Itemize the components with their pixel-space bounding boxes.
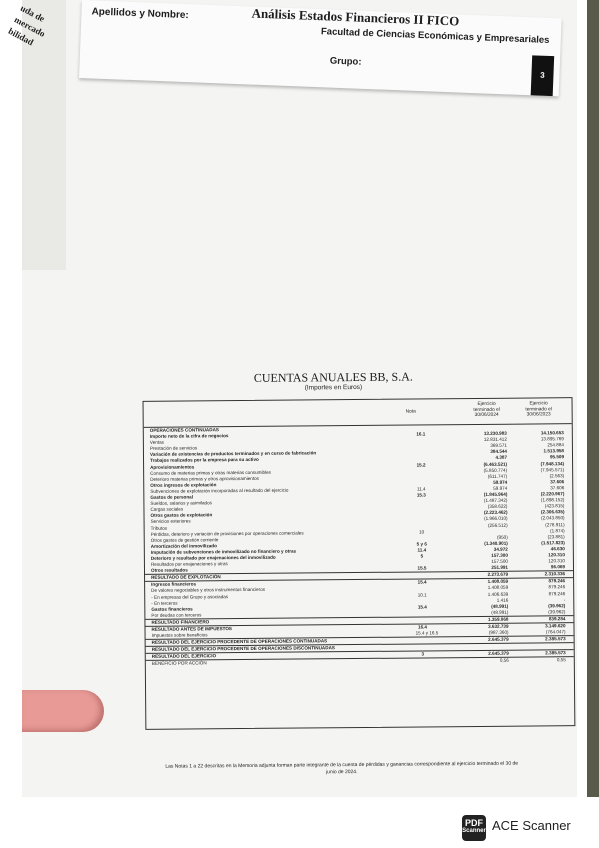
row-previous-value: 37.606 — [550, 479, 565, 485]
row-label: Deterioro y resultado por enajenaciones del inmovilizado — [150, 554, 276, 561]
row-label: Servicios exteriores — [150, 518, 191, 525]
report-title: CUENTAS ANUALES BB, S.A. — [253, 369, 413, 385]
row-label: - En terceros — [151, 600, 178, 606]
report-subtitle: (Importes en Euros) — [304, 383, 363, 392]
row-current-value: 4.387 — [495, 455, 508, 461]
row-previous-value: 2.385.573 — [545, 650, 566, 656]
col-note-header: Nota — [405, 409, 416, 415]
row-current-value: (987.360) — [488, 629, 509, 635]
row-label: Amortización del inmovilizado — [150, 543, 217, 549]
row-label: De valores negociables y otros instrumentos financieros — [151, 587, 266, 594]
row-note: 15.4 y 16.5 — [415, 630, 439, 636]
row-label: Subvenciones de explotación incorporadas al resultado del ejercicio — [150, 487, 289, 494]
row-previous-value: (7.945.571) — [540, 466, 565, 473]
row-previous-value: 2.385.573 — [545, 636, 566, 642]
row-current-value: (48.991) — [491, 609, 509, 615]
row-current-value — [449, 425, 507, 426]
row-note: 5 — [420, 553, 424, 559]
row-previous-value: (423.815) — [544, 503, 565, 509]
col-previous-header: Ejercicio terminado el 30/06/2023 — [525, 401, 552, 418]
row-previous-value: (278.911) — [545, 521, 565, 527]
row-note: 15.4 — [417, 604, 427, 610]
row-label: Gastos de personal — [150, 494, 194, 500]
row-current-value: (1.340.901) — [484, 540, 508, 546]
row-previous-value: 13.895.769 — [540, 436, 564, 442]
row-previous-value: (1.517.823) — [541, 539, 565, 546]
row-current-value: (950) — [496, 534, 508, 540]
row-current-value: (2.223.462) — [483, 510, 508, 516]
row-current-value: 384.544 — [490, 449, 507, 455]
row-label: Aprovisionamientos — [150, 464, 195, 470]
row-previous-value: 1.513.958 — [543, 448, 564, 454]
row-label: Importe neto de la cifra de negocios — [149, 433, 229, 439]
row-current-value: 369.571 — [490, 442, 507, 449]
table-header — [144, 398, 572, 428]
row-label: RESULTADO DEL EJERCICIO PROCEDENTE DE OPERACIONES DISCONTINUADAS — [151, 645, 335, 653]
row-label: Ventas — [149, 439, 164, 446]
col-current-header: Ejercicio terminado el 30/06/2024 — [473, 401, 500, 418]
row-previous-value: 254.884 — [547, 442, 564, 448]
row-current-value: 3.632.739 — [488, 623, 509, 629]
row-label: Sueldos, salarios y asimilados — [150, 500, 212, 506]
row-current-value: 2.273.679 — [487, 571, 509, 578]
row-current-value: (358.622) — [487, 503, 508, 510]
row-current-value: 12.831.412 — [483, 436, 507, 443]
row-previous-value: 96.069 — [550, 564, 566, 570]
row-label: RESULTADO DEL EJERCICIO — [151, 653, 217, 660]
left-page-edge — [6, 0, 66, 270]
badge-top: PDF — [465, 818, 483, 828]
row-label: RESULTADO ANTES DE IMPUESTOS — [151, 626, 233, 632]
background-edge — [587, 0, 599, 797]
row-current-value: 157.500 — [491, 558, 508, 564]
row-label: Pérdidas, deterioro y variación de provisiones por operaciones comerciales — [150, 530, 304, 537]
table-body — [144, 424, 574, 667]
header-sheet — [79, 0, 562, 96]
badge-bottom: Scanner — [462, 828, 486, 834]
row-label: Cargas sociales — [150, 506, 184, 513]
row-label: Prestación de servicios — [149, 445, 198, 452]
row-previous-value: 46.630 — [550, 546, 565, 552]
row-label: Deterioro materias primas y otros aprovisionamientos — [150, 475, 259, 482]
row-previous-value: 879.246 — [548, 578, 566, 584]
row-label: RESULTADO DEL EJERCICIO PROCEDENTE DE OPERACIONES CONTINUADAS — [151, 638, 328, 646]
row-label: Imputación de subvenciones de inmovilizado no financiero y otras — [150, 548, 297, 555]
row-label: Otros gastos de explotación — [150, 512, 213, 519]
row-label: Variación de existencias de productos terminados y en curso de fabricación — [149, 450, 317, 458]
row-note: 10 — [419, 529, 425, 535]
row-label: - En empresas del Grupo y asociadas — [151, 593, 229, 600]
row-previous-value: 879.246 — [548, 590, 566, 596]
row-previous-value — [502, 424, 564, 425]
pdf-scanner-icon — [462, 815, 486, 841]
row-note: 11.4 — [417, 547, 427, 553]
row-previous-value: (23.881) — [547, 533, 565, 540]
row-current-value: (1.487.342) — [483, 497, 508, 504]
row-current-value: 1.359.068 — [487, 616, 509, 622]
row-current-value: 1.416 — [496, 597, 509, 603]
row-previous-value: (1.898.152) — [540, 497, 565, 503]
financial-statement — [138, 358, 582, 782]
scanned-photo — [6, 0, 577, 797]
row-previous-value: 0,55 — [556, 657, 566, 663]
page-number: 3 — [531, 55, 555, 96]
income-statement-table — [143, 397, 576, 730]
row-note: 3 — [421, 651, 425, 657]
row-current-value: 1.406.639 — [487, 591, 509, 597]
name-label: Apellidos y Nombre: — [91, 6, 189, 22]
row-previous-value: 839.284 — [548, 616, 566, 622]
row-current-value: 59.974 — [493, 485, 508, 491]
row-previous-value: 120.310 — [548, 558, 565, 564]
row-label: Otros gastos de gestión corriente — [150, 536, 219, 543]
row-current-value: 1.408.059 — [487, 585, 509, 591]
footnote: Las Notas 1 a 22 descritas en la Memoria adjunta forman parte integrante de la cuenta de pérdidas y ganancias correspondiente al ejercicio terminado el 30 de junio de 2024. — [165, 760, 519, 776]
row-current-value: 1.408.059 — [487, 579, 509, 585]
row-current-value: 2.645.379 — [488, 636, 509, 643]
row-label: Por deudas con terceros — [151, 612, 202, 618]
row-previous-value: (7.948.134) — [540, 460, 565, 466]
row-previous-value: 14.150.653 — [540, 430, 564, 436]
row-current-value: (5.850.774) — [483, 467, 508, 473]
row-current-value: (6.463.521) — [483, 461, 508, 467]
row-previous-value: 2.310.336 — [544, 571, 566, 577]
row-current-value — [450, 528, 508, 529]
row-current-value — [451, 644, 509, 645]
row-previous-value: 3.149.620 — [545, 623, 566, 629]
row-previous-value: (2.220.967) — [540, 491, 565, 497]
row-previous-value: 95.509 — [549, 454, 565, 460]
row-current-value: 13.230.983 — [483, 430, 507, 437]
row-current-value: (256.512) — [487, 522, 508, 528]
row-previous-value: 879.246 — [548, 584, 566, 590]
row-current-value: 0,56 — [499, 658, 509, 664]
group-label: Grupo: — [329, 55, 362, 68]
row-previous-value: (764.047) — [545, 629, 566, 635]
row-current-value: (1.845.964) — [483, 491, 508, 497]
row-note: 15.2 — [416, 461, 426, 468]
row-note: 15.3 — [416, 492, 426, 498]
row-note: 10.1 — [417, 591, 427, 598]
row-previous-value: (39.962) — [548, 602, 566, 609]
row-label: Gastos financieros — [151, 606, 193, 612]
row-note: 16.1 — [416, 431, 426, 437]
row-previous-value: (2.306.635) — [540, 509, 565, 515]
row-previous-value: - — [563, 596, 566, 602]
row-label: Impuestos sobre beneficios — [151, 632, 208, 638]
row-previous-value: (39.962) — [548, 609, 566, 615]
course-title: Análisis Estados Financieros II FICO — [251, 5, 460, 29]
left-page-fragment: uda de mercado bilidad — [6, 2, 47, 48]
row-previous-value: (1.874) — [550, 527, 565, 533]
row-note: 5 y 6 — [416, 541, 427, 547]
row-label: Resultados por enajenaciones y otras — [150, 561, 228, 567]
row-label: OPERACIONES CONTINUADAS — [149, 427, 219, 433]
row-note: 15.4 — [417, 579, 427, 585]
faculty-name: Facultad de Ciencias Económicas y Empresariales — [320, 26, 550, 46]
row-previous-value: (2.563) — [549, 472, 565, 479]
row-note: 11.4 — [416, 486, 426, 492]
row-current-value: (48.991) — [491, 603, 509, 609]
row-current-value: (1.966.010) — [484, 516, 508, 522]
row-label: Otros resultados — [150, 567, 188, 573]
row-label: Trabajos realizados por la empresa para su activo — [150, 457, 259, 464]
row-current-value: 34.972 — [493, 546, 508, 552]
row-label: Consumo de materias primas y otras materias consumibles — [150, 469, 271, 476]
row-previous-value: (2.043.850) — [541, 515, 565, 521]
row-note: 15.5 — [417, 565, 427, 571]
row-current-value: 2.645.379 — [488, 651, 509, 657]
row-previous-value: 120.310 — [548, 552, 565, 558]
row-label: RESULTADO FINANCIERO — [151, 619, 210, 625]
row-current-value: 157.300 — [491, 552, 508, 558]
row-label: Otros ingresos de explotación — [150, 482, 217, 488]
row-label: Tributos — [150, 525, 168, 531]
row-current-value: 59.974 — [493, 479, 508, 485]
row-label: BENEFICIO POR ACCIÓN — [151, 660, 207, 667]
row-previous-value: 37.606 — [550, 485, 565, 491]
row-note: 16.4 — [417, 624, 427, 630]
finger — [22, 690, 104, 732]
row-current-value: 251.991 — [491, 564, 509, 571]
row-previous-value — [504, 643, 566, 644]
row-label: RESULTADO DE EXPLOTACIÓN — [151, 574, 221, 581]
scanner-brand: ACE Scanner — [492, 818, 571, 833]
row-current-value: (611.747) — [487, 473, 508, 479]
row-label: Ingresos financieros — [151, 581, 197, 588]
